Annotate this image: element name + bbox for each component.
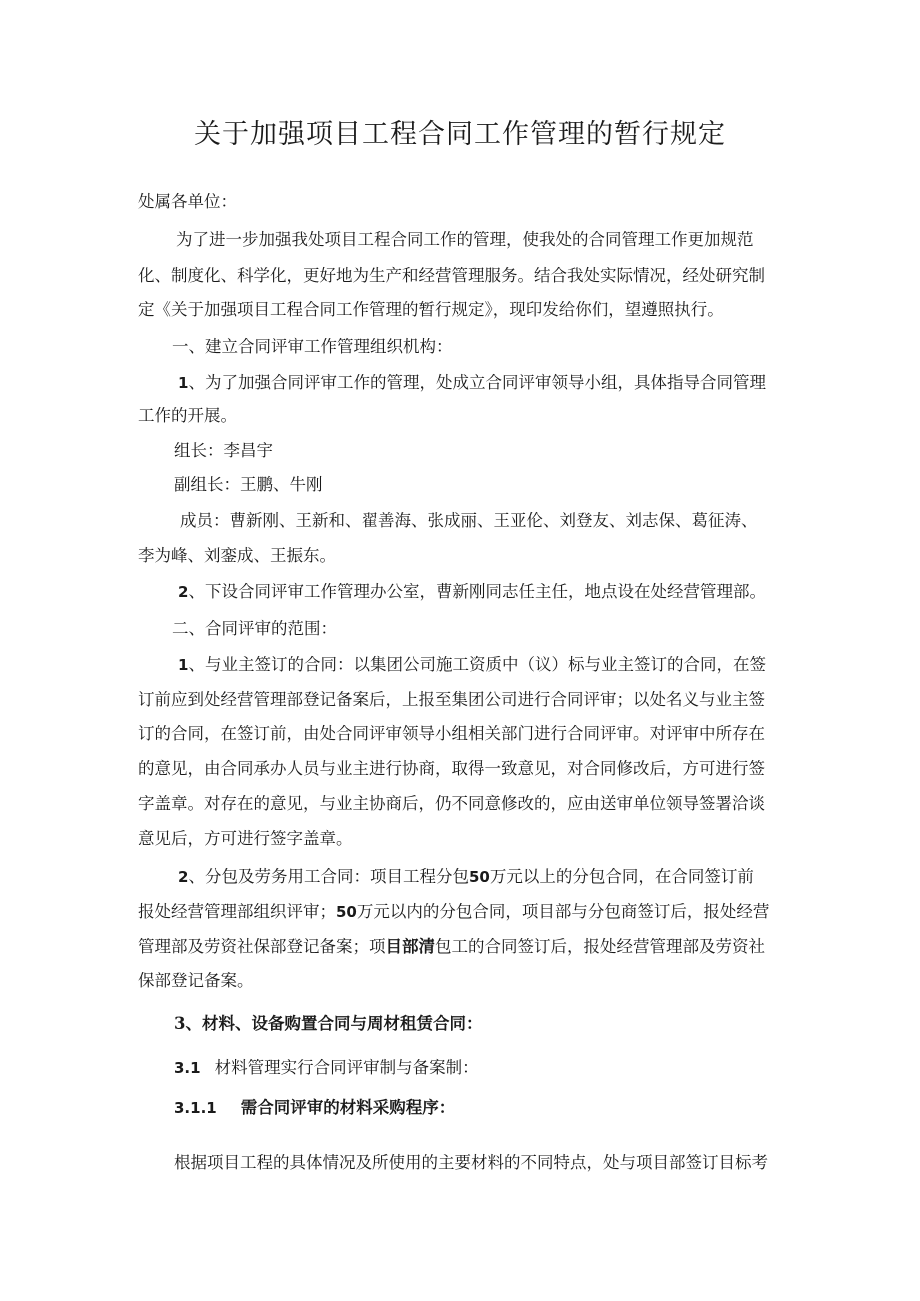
section2-item2-line2-b: 万元以内的分包合同，项目部与分包商签订后，报处经营 [356,902,770,921]
section3-sub11 [174,1097,455,1119]
amount-50-second: 50 [336,903,357,921]
intro-line-1: 为了进一步加强我处项目工程合同工作的管理，使我处的合同管理工作更加规范 [176,230,754,249]
section1-item1-text: 、为了加强合同评审工作的管理，处成立合同评审领导小组，具体指导合同管理 [188,373,766,392]
section2-item2-text-a: 、分包及劳务用工合同：项目工程分包 [188,867,469,886]
section2-item1-line3: 订的合同，在签订前，由处合同评审领导小组相关部门进行合同评审。对评审中所存在 [138,724,765,743]
section2-heading: 二、合同评审的范围： [172,619,337,638]
section2-item2-line4: 保部登记备案。 [138,971,254,990]
salutation: 处属各单位： [138,192,237,211]
section2-item1-line1 [178,654,766,676]
section3-heading: 3、材料、设备购置合同与周材租赁合同： [174,1014,483,1033]
section2-item2-line2 [138,901,769,923]
section2-item2-line3-bold: 目部清 [385,937,435,956]
members-line1: 成员：曹新刚、王新和、翟善海、张成丽、王亚伦、刘登友、刘志保、葛征涛、 [180,511,758,530]
section1-item1-number: 1 [178,374,189,392]
section2-item2-line1 [178,866,754,888]
section1-heading: 一、建立合同评审工作管理组织机构： [172,337,453,356]
leader-line: 组长：李昌宇 [174,441,273,460]
section1-item2-text: 、下设合同评审工作管理办公室，曹新刚同志任主任，地点设在处经营管理部。 [188,582,766,601]
members-line2: 李为峰、刘銮成、王振东。 [138,546,336,565]
section3-sub11-text: 需合同评审的材料采购程序： [240,1098,456,1117]
section2-item1-text: 、与业主签订的合同：以集团公司施工资质中（议）标与业主签订的合同，在签 [188,655,766,674]
document-title: 关于加强项目工程合同工作管理的暂行规定 [194,119,726,150]
section1-item2-line [178,581,766,603]
section1-item1-line2: 工作的开展。 [138,406,237,425]
section2-item2-line3 [138,936,765,958]
section3-sub1-number: 3.1 [174,1059,201,1077]
intro-line-3: 定《关于加强项目工程合同工作管理的暂行规定》，现印发给你们，望遵照执行。 [138,300,724,319]
section3-sub1 [174,1057,479,1079]
section2-item1-number: 1 [178,656,189,674]
section2-item1-line2: 订前应到处经营管理部登记备案后，上报至集团公司进行合同评审；以处名义与业主签 [138,690,765,709]
section3-sub1-text: 材料管理实行合同评审制与备案制： [214,1058,479,1077]
section2-item1-line4: 的意见，由合同承办人员与业主进行协商，取得一致意见，对合同修改后，方可进行签 [138,759,765,778]
section2-item2-line3-b: 包工的合同签订后，报处经营管理部及劳资社 [435,937,765,956]
section1-item1-line1 [178,372,766,394]
section3-last-line: 根据项目工程的具体情况及所使用的主要材料的不同特点，处与项目部签订目标考 [174,1153,768,1172]
section3-sub11-number: 3.1.1 [174,1099,217,1117]
section1-item2-number: 2 [178,583,189,601]
section2-item1-line5: 字盖章。对存在的意见，与业主协商后，仍不同意修改的，应由送审单位领导签署洽谈 [138,794,765,813]
section2-item2-line3-a: 管理部及劳资社保部登记备案；项 [138,937,386,956]
section2-item2-number: 2 [178,868,189,886]
section2-item2-line2-a: 报处经营管理部组织评审； [138,902,336,921]
amount-50-first: 50 [468,868,490,886]
section2-item1-line6: 意见后，方可进行签字盖章。 [138,829,353,848]
section2-item2-text-b: 万元以上的分包合同，在合同签订前 [489,867,754,886]
intro-line-2: 化、制度化、科学化，更好地为生产和经营管理服务。结合我处实际情况，经处研究制 [138,266,765,285]
deputy-line: 副组长：王鹏、牛刚 [174,475,323,494]
